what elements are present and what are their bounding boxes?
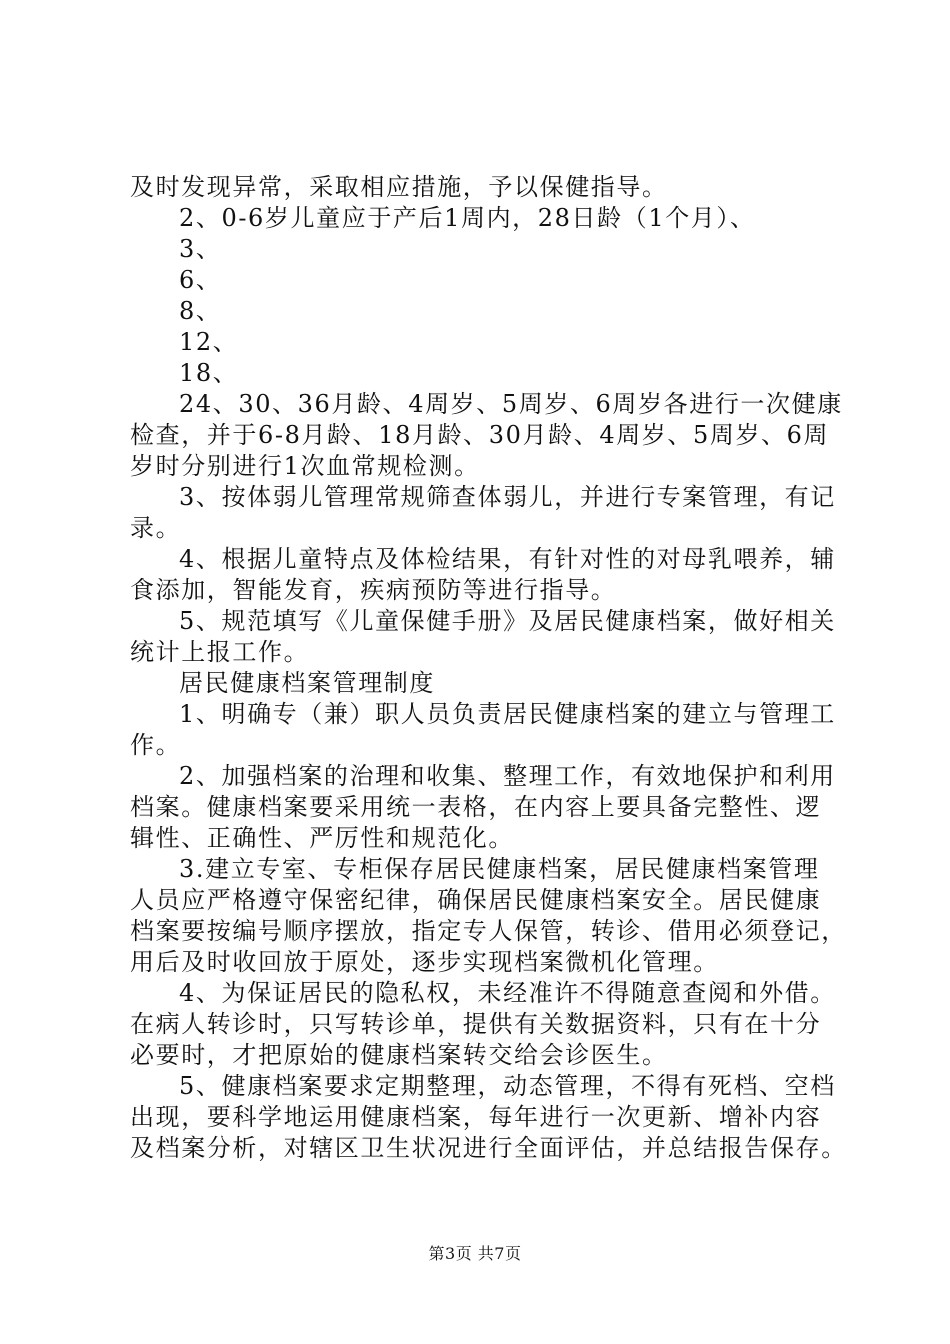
text-line: 8、 xyxy=(179,297,222,325)
text-line: 6、 xyxy=(179,266,222,294)
text-line: 岁时分别进行1次血常规检测。 xyxy=(130,452,480,480)
text-line: 3、 xyxy=(179,235,222,263)
text-line: 档案。健康档案要采用统一表格，在内容上要具备完整性、逻 xyxy=(130,793,822,821)
text-line: 食添加，智能发育，疾病预防等进行指导。 xyxy=(130,576,617,604)
text-line: 2、0-6岁儿童应于产后1周内，28日龄（1个月）、 xyxy=(179,204,756,232)
text-line: 4、为保证居民的隐私权，未经准许不得随意查阅和外借。 xyxy=(179,979,836,1007)
text-line: 3.建立专室、专柜保存居民健康档案，居民健康档案管理 xyxy=(179,855,820,883)
text-line: 2、加强档案的治理和收集、整理工作，有效地保护和利用 xyxy=(179,762,836,790)
text-line: 统计上报工作。 xyxy=(130,638,310,666)
text-line: 必要时，才把原始的健康档案转交给会诊医生。 xyxy=(130,1041,668,1069)
text-line: 用后及时收回放于原处，逐步实现档案微机化管理。 xyxy=(130,948,719,976)
text-line: 24、30、36月龄、4周岁、5周岁、6周岁各进行一次健康 xyxy=(179,390,843,418)
text-line: 12、 xyxy=(179,328,239,356)
text-line: 作。 xyxy=(130,731,182,759)
text-line: 在病人转诊时，只写转诊单，提供有关数据资料，只有在十分 xyxy=(130,1010,822,1038)
text-line: 及时发现异常，采取相应措施，予以保健指导。 xyxy=(130,173,668,201)
text-line: 4、根据儿童特点及体检结果，有针对性的对母乳喂养，辅 xyxy=(179,545,836,573)
text-line: 5、规范填写《儿童保健手册》及居民健康档案，做好相关 xyxy=(179,607,836,635)
text-line: 录。 xyxy=(130,514,182,542)
text-line: 1、明确专（兼）职人员负责居民健康档案的建立与管理工 xyxy=(179,700,836,728)
page-footer: 第3页 共7页 xyxy=(428,1244,522,1263)
text-line: 辑性、正确性、严厉性和规范化。 xyxy=(130,824,514,852)
text-line: 3、按体弱儿管理常规筛查体弱儿，并进行专案管理，有记 xyxy=(179,483,836,511)
text-line: 18、 xyxy=(179,359,239,387)
text-line: 检查，并于6-8月龄、18月龄、30月龄、4周岁、5周岁、6周 xyxy=(130,421,830,449)
text-line: 档案要按编号顺序摆放，指定专人保管，转诊、借用必须登记， xyxy=(130,917,847,945)
document-body xyxy=(130,172,847,1164)
text-line: 居民健康档案管理制度 xyxy=(179,669,435,697)
text-line: 人员应严格遵守保密纪律，确保居民健康档案安全。居民健康 xyxy=(130,886,822,914)
text-line: 出现，要科学地运用健康档案，每年进行一次更新、增补内容 xyxy=(130,1103,822,1131)
text-line: 5、健康档案要求定期整理，动态管理，不得有死档、空档 xyxy=(179,1072,836,1100)
text-line: 及档案分析，对辖区卫生状况进行全面评估，并总结报告保存。 xyxy=(130,1134,847,1162)
